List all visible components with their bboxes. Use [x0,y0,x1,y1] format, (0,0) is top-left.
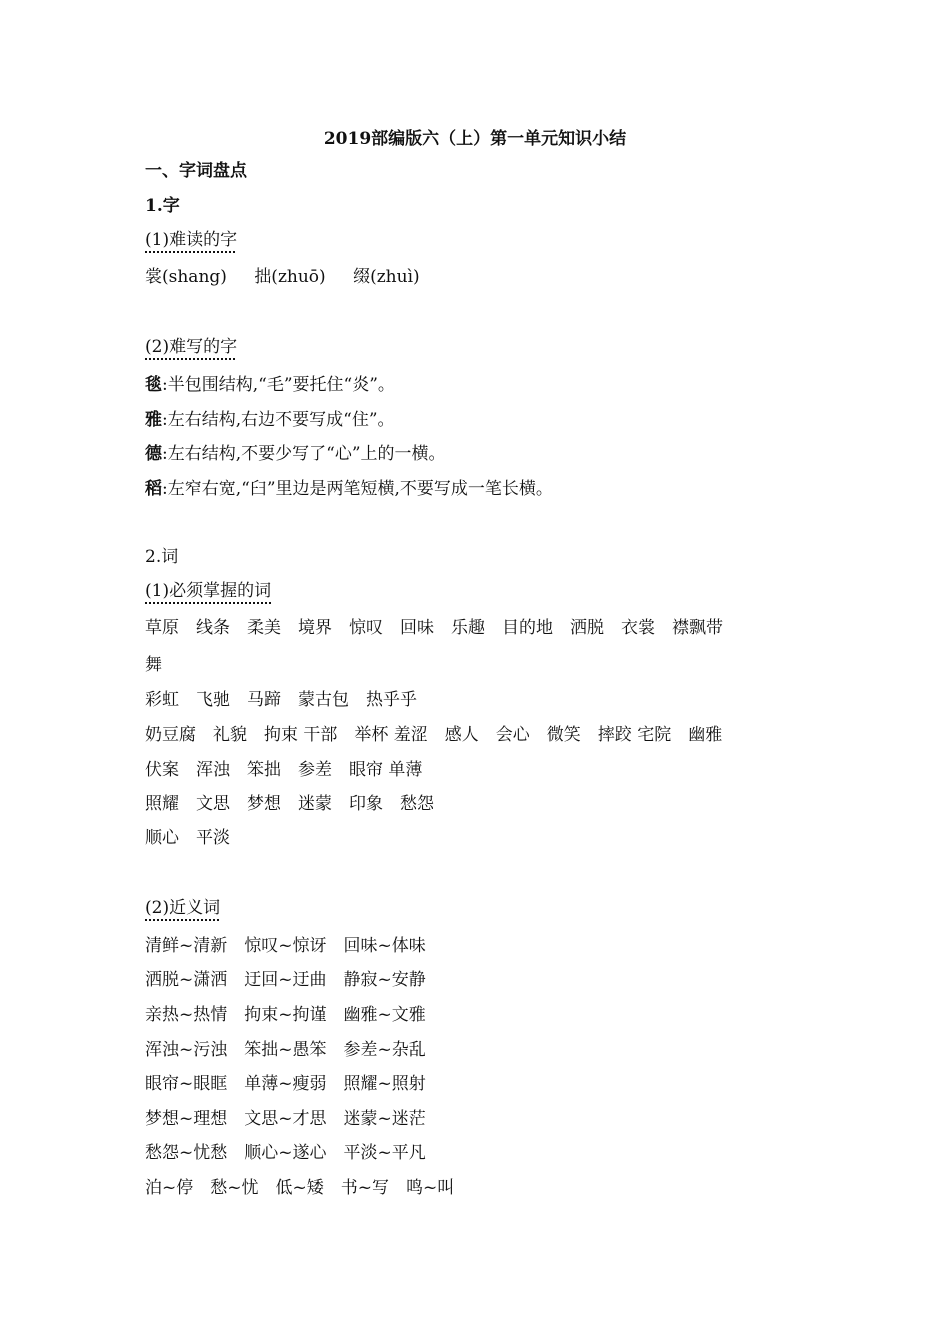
hard-write-note: :左右结构,不要少写了“心”上的一横。 [162,444,446,464]
hard-write-note: :左窄右宽,“臼”里边是两笔短横,不要写成一笔长横。 [162,479,553,499]
synonyms-heading-text: (2)近义词 [145,898,221,918]
hard-write-heading-text: (2)难写的字 [145,337,238,357]
synonym-row: 愁怨~忧愁 顺心~遂心 平淡~平凡 [145,1143,426,1163]
hard-read-items [145,265,420,289]
hard-write-char: 德 [145,444,162,464]
hard-write-note: :左右结构,右边不要写成“住”。 [162,410,395,430]
synonym-row: 梦想~理想 文思~才思 迷蒙~迷茫 [145,1109,426,1129]
synonym-row: 清鲜~清新 惊叹~惊讶 回味~体味 [145,936,426,956]
word-row: 舞 [145,655,162,675]
section-heading: 一、字词盘点 [145,161,247,181]
word-row: 伏案 浑浊 笨拙 参差 眼帘 单薄 [145,760,423,780]
hard-write-char: 稻 [145,479,162,499]
hard-read-item: 缀(zhuì) [353,267,420,287]
must-words-heading [145,579,271,603]
subsection-heading-words: 2.词 [145,547,179,567]
hard-write-note: :半包围结构,“毛”要托住“炎”。 [162,375,395,395]
hard-read-item: 裳(shang) [145,267,227,287]
hard-write-item [145,477,553,501]
word-row: 奶豆腐 礼貌 拘束 干部 举杯 羞涩 感人 会心 微笑 摔跤 宅院 幽雅 [145,725,723,745]
word-row: 照耀 文思 梦想 迷蒙 印象 愁怨 [145,794,434,814]
hard-read-item: 拙(zhuō) [254,267,326,287]
synonym-row: 亲热~热情 拘束~拘谨 幽雅~文雅 [145,1005,426,1025]
hard-write-char: 雅 [145,410,162,430]
synonym-row: 泊~停 愁~忧 低~矮 书~写 鸣~叫 [145,1178,455,1198]
subsection-heading-characters: 1.字 [145,196,180,216]
word-row: 草原 线条 柔美 境界 惊叹 回味 乐趣 目的地 洒脱 衣裳 襟飘带 [145,618,723,638]
word-row: 顺心 平淡 [145,828,230,848]
hard-write-char: 毯 [145,375,162,395]
word-row: 彩虹 飞驰 马蹄 蒙古包 热乎乎 [145,690,417,710]
hard-write-item [145,408,395,432]
document-title: 2019部编版六（上）第一单元知识小结 [323,129,627,149]
hard-write-item [145,442,446,466]
hard-write-item [145,373,395,397]
synonym-row: 洒脱~潇洒 迂回~迂曲 静寂~安静 [145,970,426,990]
must-words-heading-text: (1)必须掌握的词 [145,581,272,601]
hard-read-heading [145,228,237,252]
hard-write-heading [145,335,237,359]
synonym-row: 眼帘~眼眶 单薄~瘦弱 照耀~照射 [145,1074,426,1094]
synonym-row: 浑浊~污浊 笨拙~愚笨 参差~杂乱 [145,1040,426,1060]
hard-read-heading-text: (1)难读的字 [145,230,238,250]
synonyms-heading [145,896,220,920]
